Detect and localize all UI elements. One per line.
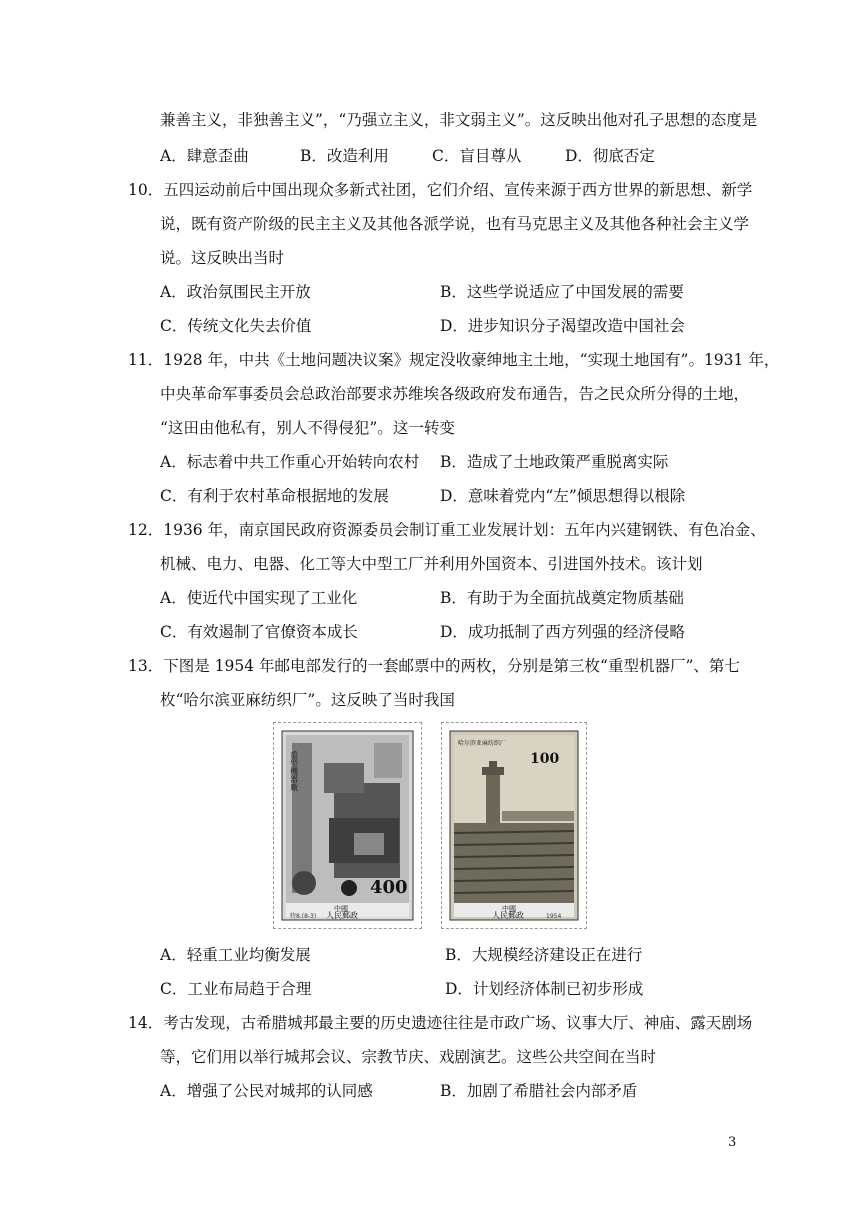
stamp-2-caption: 哈尔滨亚麻纺织厂 [458,740,507,747]
q9-option-b: B．改造利用 [300,147,389,165]
q12-option-b: B．有助于为全面抗战奠定物质基础 [440,589,684,607]
stamp-2-serial: 1954 [546,913,562,920]
stamp-2-country: 中國 [502,905,516,913]
question-10-line-2: 说，既有资产阶级的民主主义及其他各派学说，也有马克思主义及其他各种社会主义学 [160,215,750,233]
stamp-1-country: 中國 [334,905,348,913]
q11-option-d: D．意味着党内“左”倾思想得以根除 [440,487,686,505]
q14-option-b: B．加剧了希腊社会内部矛盾 [440,1082,638,1100]
q12-option-c: C．有效遏制了官僚资本成长 [160,623,358,641]
q13-option-c: C．工业布局趋于合理 [160,980,312,998]
stamp-1-caption: 重型機器廠 [289,751,299,791]
question-13-line-1: 13．下图是 1954 年邮电部发行的一套邮票中的两枚，分别是第三枚“重型机器厂”、第七 [128,657,740,675]
q13-option-b: B．大规模经济建设正在进行 [445,946,643,964]
question-12-line-2: 机械、电力、电器、化工等大中型工厂并利用外国资本、引进国外技术。该计划 [160,555,703,573]
question-11-line-1: 11．1928 年，中共《土地问题决议案》规定没收豪绅地主土地，“实现土地国有”。1931 年， [128,351,780,369]
stamp-1-serial: 特8.(8-3) [290,913,317,920]
question-10-line-3: 说。这反映出当时 [160,249,285,267]
q11-option-c: C．有利于农村革命根据地的发展 [160,487,389,505]
q10-option-c: C．传统文化失去价值 [160,317,312,335]
q13-option-a: A．轻重工业均衡发展 [160,946,311,964]
stamp-2-illustration [442,723,586,928]
question-9-continued-text: 兼善主义，非独善主义”，“乃强立主义，非文弱主义”。这反映出他对孔子思想的态度是 [160,111,758,129]
question-14-line-1: 14．考古发现，古希腊城邦最主要的历史遗迹往往是市政广场、议事大厅、神庙、露天剧场 [128,1014,753,1032]
q12-option-a: A．使近代中国实现了工业化 [160,589,358,607]
stamp-1-illustration [274,723,421,928]
q9-option-c: C．盲目尊从 [432,147,522,165]
q14-option-a: A．增强了公民对城邦的认同感 [160,1082,373,1100]
q9-option-d: D．彻底否定 [565,147,655,165]
page-number: 3 [728,1135,737,1150]
stamp-2-value: 100 [530,751,560,767]
stamp-heavy-machinery-factory [273,722,422,929]
stamp-harbin-flax-mill [441,722,587,929]
stamp-1-value: 400 [370,877,408,898]
q11-option-b: B．造成了土地政策严重脱离实际 [440,453,669,471]
q10-option-d: D．进步知识分子渴望改造中国社会 [440,317,685,335]
q9-option-a: A．肆意歪曲 [160,147,249,165]
question-14-line-2: 等，它们用以举行城邦会议、宗教节庆、戏剧演艺。这些公共空间在当时 [160,1048,657,1066]
question-11-line-3: “这田由他私有，别人不得侵犯”。这一转变 [160,419,455,437]
stamp-2-issuer: 人民郵政 [492,911,524,920]
question-13-line-2: 枚“哈尔滨亚麻纺织厂”。这反映了当时我国 [160,691,455,709]
stamp-1-issuer: 人民郵政 [326,911,358,920]
question-11-line-2: 中央革命军事委员会总政治部要求苏维埃各级政府发布通告，告之民众所分得的土地， [160,385,750,403]
question-12-line-1: 12．1936 年，南京国民政府资源委员会制订重工业发展计划：五年内兴建钢铁、有色冶金、 [128,521,766,539]
q10-option-b: B．这些学说适应了中国发展的需要 [440,283,684,301]
q11-option-a: A．标志着中共工作重心开始转向农村 [160,453,420,471]
question-10-line-1: 10．五四运动前后中国出现众多新式社团，它们介绍、宣传来源于西方世界的新思想、新学 [128,181,753,199]
q13-option-d: D．计划经济体制已初步形成 [445,980,644,998]
q12-option-d: D．成功抵制了西方列强的经济侵略 [440,623,685,641]
q10-option-a: A．政治氛围民主开放 [160,283,311,301]
